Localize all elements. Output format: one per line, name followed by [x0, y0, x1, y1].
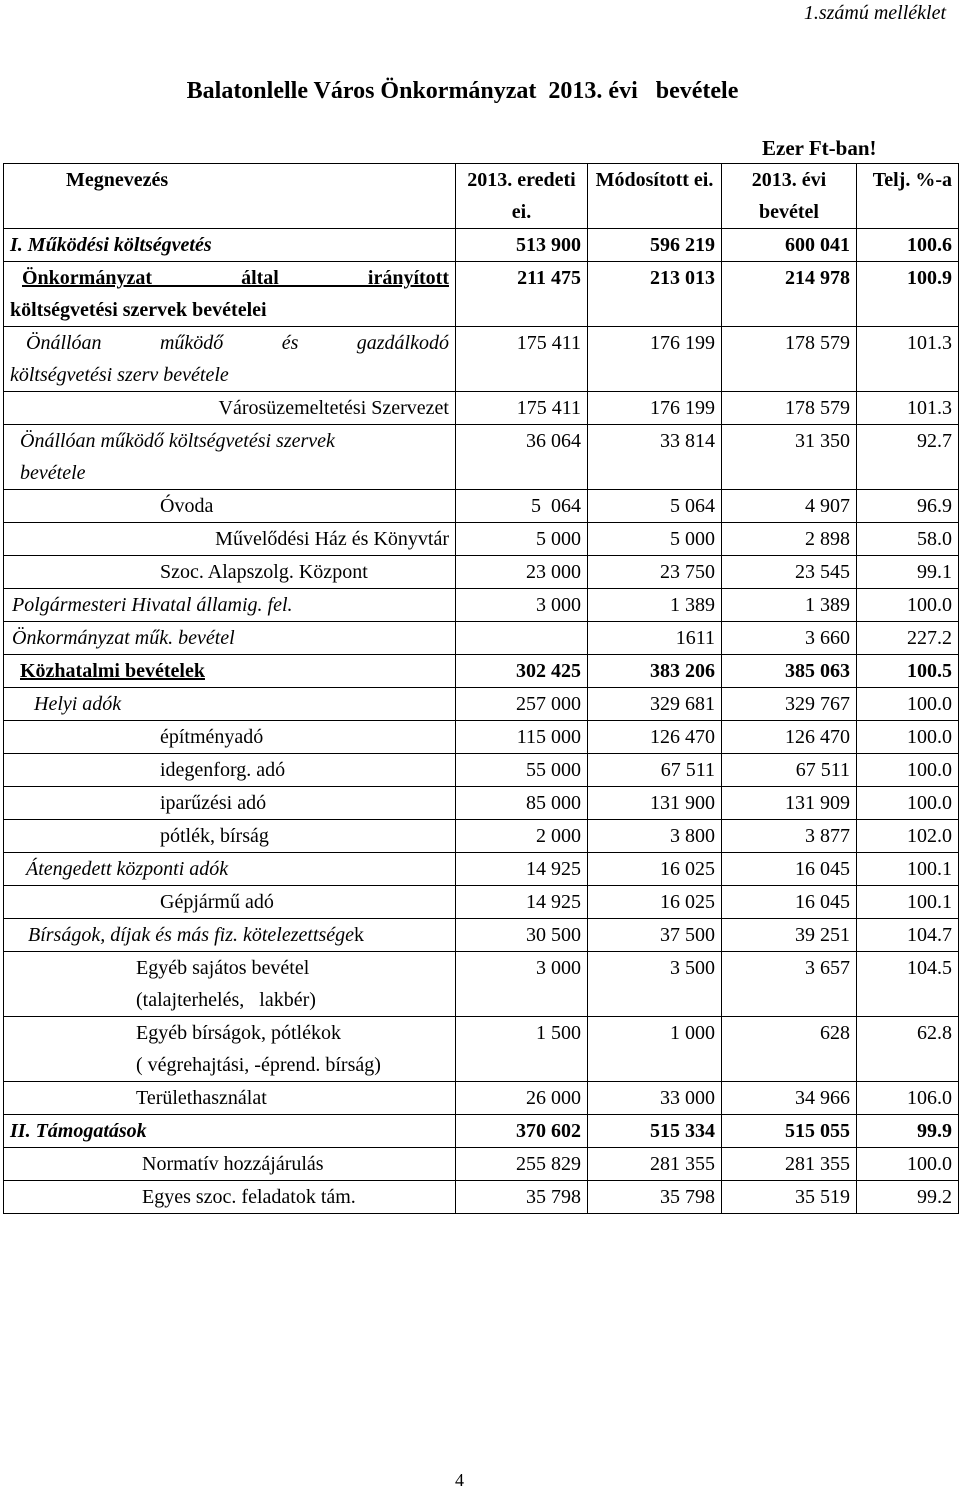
cell-pct: 100.6: [857, 229, 959, 262]
row-label-italic: Bírságok, díjak és más fiz. kötelezettsége: [28, 924, 355, 946]
cell-actual: 31 350: [722, 425, 857, 490]
row-label: Gépjármű adó: [4, 886, 456, 919]
table-row: [4, 327, 959, 392]
cell-pct: 227.2: [857, 622, 959, 655]
table-row: [4, 754, 959, 787]
table-row: [4, 886, 959, 919]
annex-label: 1.számú melléklet: [803, 2, 946, 24]
table-row: [4, 622, 959, 655]
cell-original: 302 425: [456, 655, 588, 688]
cell-pct: 100.0: [857, 721, 959, 754]
cell-original: 30 500: [456, 919, 588, 952]
row-label-line1: Önkormányzat által irányított: [22, 267, 449, 289]
row-label-line1: Egyéb bírságok, pótlékok: [136, 1022, 341, 1044]
row-label: idegenforg. adó: [4, 754, 456, 787]
cell-actual: 3 657: [722, 952, 857, 1017]
cell-actual: 385 063: [722, 655, 857, 688]
cell-modified: 515 334: [588, 1115, 722, 1148]
cell-actual: 131 909: [722, 787, 857, 820]
row-label: Területhasználat: [4, 1082, 456, 1115]
cell-actual: 39 251: [722, 919, 857, 952]
header-completion-pct: Telj. %-a: [857, 164, 959, 229]
cell-modified: 596 219: [588, 229, 722, 262]
cell-actual: 2 898: [722, 523, 857, 556]
cell-pct: 102.0: [857, 820, 959, 853]
row-label: Egyes szoc. feladatok tám.: [4, 1181, 456, 1214]
cell-original: 370 602: [456, 1115, 588, 1148]
cell-modified: 5 000: [588, 523, 722, 556]
cell-modified: 3 500: [588, 952, 722, 1017]
row-label: Polgármesteri Hivatal államig. fel.: [4, 589, 456, 622]
cell-pct: 99.2: [857, 1181, 959, 1214]
cell-pct: 96.9: [857, 490, 959, 523]
table-row: [4, 688, 959, 721]
cell-actual: 3 877: [722, 820, 857, 853]
cell-actual: 16 045: [722, 853, 857, 886]
row-label: Önkormányzat műk. bevétel: [4, 622, 456, 655]
unit-note: Ezer Ft-ban!: [762, 136, 877, 160]
cell-original: 257 000: [456, 688, 588, 721]
cell-pct: 101.3: [857, 392, 959, 425]
cell-modified: 23 750: [588, 556, 722, 589]
cell-pct: 99.1: [857, 556, 959, 589]
cell-actual: 178 579: [722, 327, 857, 392]
cell-actual: 1 389: [722, 589, 857, 622]
row-label-line2: költségvetési szervek bevételei: [10, 299, 267, 321]
cell-actual: 4 907: [722, 490, 857, 523]
row-label-line2: költségvetési szerv bevétele: [10, 364, 229, 386]
cell-pct: 100.0: [857, 589, 959, 622]
cell-pct: 100.9: [857, 262, 959, 327]
header-name: Megnevezés: [4, 164, 456, 229]
row-label: [4, 262, 456, 327]
cell-modified: 67 511: [588, 754, 722, 787]
cell-original: 2 000: [456, 820, 588, 853]
cell-actual: 214 978: [722, 262, 857, 327]
cell-actual: 178 579: [722, 392, 857, 425]
cell-actual: 67 511: [722, 754, 857, 787]
table-row: [4, 229, 959, 262]
cell-actual: 600 041: [722, 229, 857, 262]
cell-modified: 5 064: [588, 490, 722, 523]
cell-original: 175 411: [456, 392, 588, 425]
cell-modified: 3 800: [588, 820, 722, 853]
table-row: [4, 952, 959, 1017]
cell-pct: 100.0: [857, 754, 959, 787]
table-row: [4, 1148, 959, 1181]
cell-modified: 131 900: [588, 787, 722, 820]
row-label: [4, 327, 456, 392]
cell-actual: 35 519: [722, 1181, 857, 1214]
cell-actual: 3 660: [722, 622, 857, 655]
row-label: Művelődési Ház és Könyvtár: [4, 523, 456, 556]
cell-original: 23 000: [456, 556, 588, 589]
row-label: Városüzemeltetési Szervezet: [4, 392, 456, 425]
cell-original: 5 000: [456, 523, 588, 556]
table-header-row: [4, 164, 959, 229]
cell-pct: 100.1: [857, 886, 959, 919]
row-label-line1: Önállóan működő és gazdálkodó: [26, 332, 449, 354]
table-row: [4, 1017, 959, 1082]
row-label: [4, 952, 456, 1017]
cell-modified: 176 199: [588, 327, 722, 392]
cell-original: 3 000: [456, 589, 588, 622]
cell-actual: 281 355: [722, 1148, 857, 1181]
row-label-line2: ( végrehajtási, -éprend. bírság): [136, 1054, 381, 1076]
cell-original: [456, 622, 588, 655]
table-row: [4, 490, 959, 523]
row-label-text: Közhatalmi bevételek: [20, 660, 205, 682]
row-label: pótlék, bírság: [4, 820, 456, 853]
cell-modified: 281 355: [588, 1148, 722, 1181]
table-row: [4, 589, 959, 622]
table-row: [4, 523, 959, 556]
cell-actual: 16 045: [722, 886, 857, 919]
cell-original: 14 925: [456, 853, 588, 886]
cell-original: 175 411: [456, 327, 588, 392]
cell-modified: 35 798: [588, 1181, 722, 1214]
cell-pct: 100.0: [857, 787, 959, 820]
row-label: [4, 1017, 456, 1082]
row-label-line1: Egyéb sajátos bevétel: [136, 957, 310, 979]
table-row: [4, 787, 959, 820]
cell-pct: 100.1: [857, 853, 959, 886]
cell-modified: 329 681: [588, 688, 722, 721]
cell-modified: 37 500: [588, 919, 722, 952]
page-title: Balatonlelle Város Önkormányzat 2013. évi bevétele: [186, 78, 739, 104]
row-label: II. Támogatások: [4, 1115, 456, 1148]
cell-original: 36 064: [456, 425, 588, 490]
cell-original: 35 798: [456, 1181, 588, 1214]
cell-original: 26 000: [456, 1082, 588, 1115]
cell-actual: 329 767: [722, 688, 857, 721]
header-original-budget: 2013. eredeti ei.: [456, 164, 588, 229]
cell-original: 115 000: [456, 721, 588, 754]
page-number: 4: [455, 1470, 464, 1490]
table-row: [4, 721, 959, 754]
row-label: [4, 919, 456, 952]
row-label-line2: bevétele: [20, 462, 86, 484]
cell-modified: 1 000: [588, 1017, 722, 1082]
cell-modified: 16 025: [588, 853, 722, 886]
cell-original: 3 000: [456, 952, 588, 1017]
row-label: Átengedett központi adók: [4, 853, 456, 886]
cell-modified: 213 013: [588, 262, 722, 327]
cell-actual: 515 055: [722, 1115, 857, 1148]
cell-pct: 104.5: [857, 952, 959, 1017]
table-row: [4, 1082, 959, 1115]
header-modified-budget: Módosított ei.: [588, 164, 722, 229]
table-row: [4, 556, 959, 589]
row-label: [4, 655, 456, 688]
cell-modified: 33 814: [588, 425, 722, 490]
cell-modified: 33 000: [588, 1082, 722, 1115]
cell-modified: 126 470: [588, 721, 722, 754]
row-label-suffix: k: [354, 924, 365, 946]
table-row: [4, 1181, 959, 1214]
table-row: [4, 392, 959, 425]
cell-pct: 100.0: [857, 1148, 959, 1181]
cell-pct: 104.7: [857, 919, 959, 952]
table-row: [4, 919, 959, 952]
row-label: iparűzési adó: [4, 787, 456, 820]
table-row: [4, 820, 959, 853]
cell-original: 1 500: [456, 1017, 588, 1082]
cell-actual: 628: [722, 1017, 857, 1082]
row-label: I. Működési költségvetés: [4, 229, 456, 262]
cell-modified: 176 199: [588, 392, 722, 425]
cell-pct: 100.5: [857, 655, 959, 688]
cell-original: 513 900: [456, 229, 588, 262]
cell-actual: 126 470: [722, 721, 857, 754]
cell-pct: 101.3: [857, 327, 959, 392]
table-row: [4, 262, 959, 327]
row-label-line1: Önállóan működő költségvetési szervek: [20, 430, 335, 452]
header-actual-revenue: 2013. évi bevétel: [722, 164, 857, 229]
cell-pct: 99.9: [857, 1115, 959, 1148]
row-label: [4, 425, 456, 490]
row-label-line2: (talajterhelés, lakbér): [136, 989, 316, 1011]
cell-original: 255 829: [456, 1148, 588, 1181]
row-label: Szoc. Alapszolg. Központ: [4, 556, 456, 589]
cell-actual: 34 966: [722, 1082, 857, 1115]
cell-original: 85 000: [456, 787, 588, 820]
cell-actual: 23 545: [722, 556, 857, 589]
table-row: [4, 853, 959, 886]
row-label: Normatív hozzájárulás: [4, 1148, 456, 1181]
row-label: építményadó: [4, 721, 456, 754]
table-row: [4, 425, 959, 490]
cell-original: 211 475: [456, 262, 588, 327]
cell-modified: 1611: [588, 622, 722, 655]
revenue-table: [3, 163, 959, 1214]
row-label: Óvoda: [4, 490, 456, 523]
cell-modified: 383 206: [588, 655, 722, 688]
cell-pct: 58.0: [857, 523, 959, 556]
table-row: [4, 1115, 959, 1148]
cell-original: 5 064: [456, 490, 588, 523]
cell-original: 14 925: [456, 886, 588, 919]
table-row: [4, 655, 959, 688]
cell-original: 55 000: [456, 754, 588, 787]
cell-pct: 106.0: [857, 1082, 959, 1115]
cell-pct: 100.0: [857, 688, 959, 721]
cell-pct: 92.7: [857, 425, 959, 490]
row-label: Helyi adók: [4, 688, 456, 721]
cell-modified: 16 025: [588, 886, 722, 919]
cell-pct: 62.8: [857, 1017, 959, 1082]
cell-modified: 1 389: [588, 589, 722, 622]
